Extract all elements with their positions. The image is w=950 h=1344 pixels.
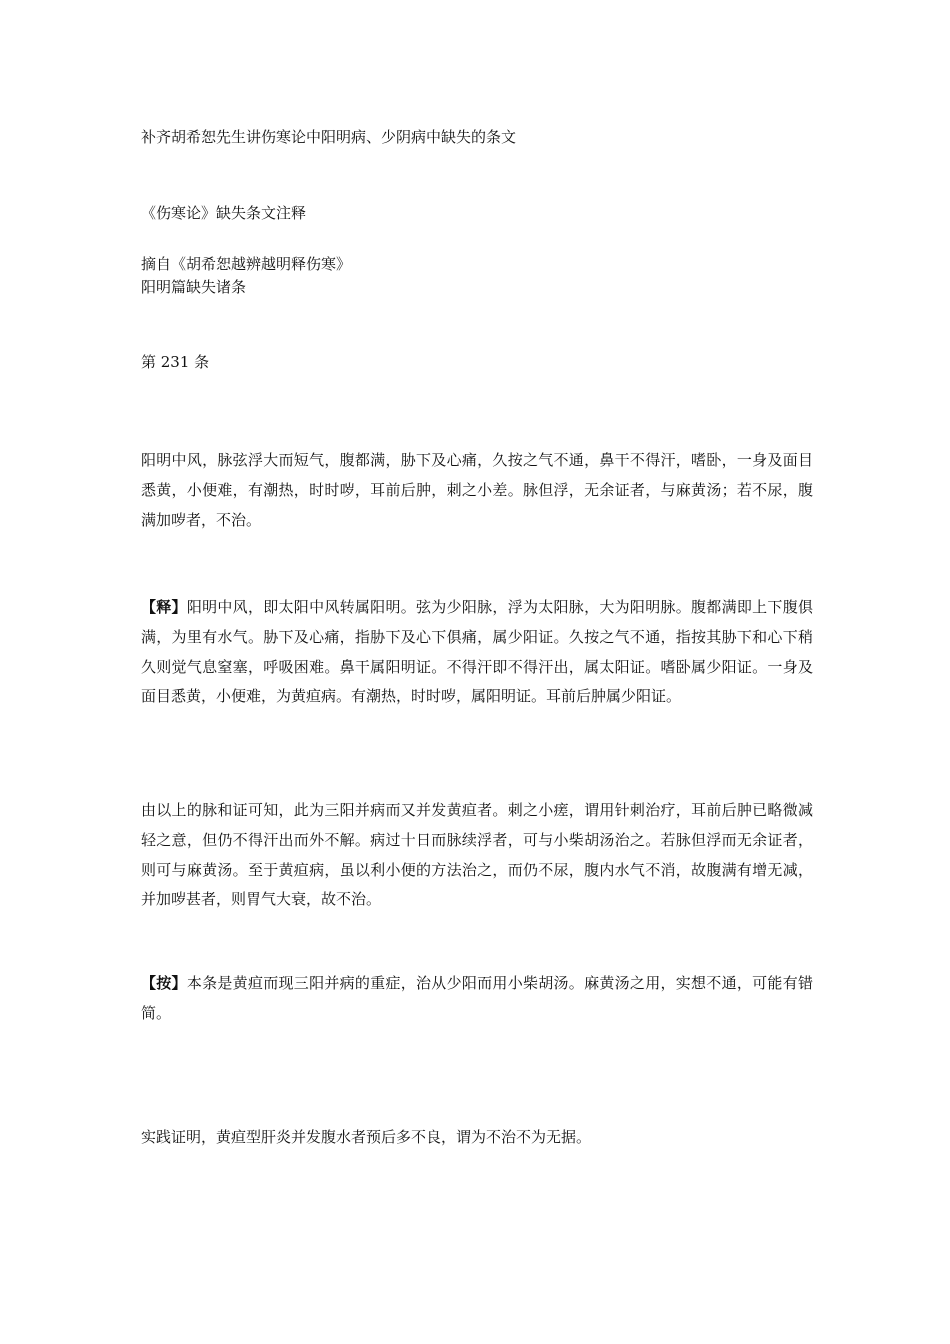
- source-line: 摘自《胡希恕越辨越明释伤寒》: [141, 255, 352, 273]
- explanation-paragraph: [141, 593, 813, 712]
- note-paragraph: [141, 969, 813, 1029]
- section-heading: 阳明篇缺失诸条: [141, 278, 247, 296]
- analysis-paragraph: 由以上的脉和证可知，此为三阳并病而又并发黄疸者。刺之小瘥，谓用针刺治疗，耳前后肿已略微减轻之意，但仍不得汗出而外不解。病过十日而脉续浮者，可与小柴胡汤治之。若脉但浮而无余证者，则可与麻黄汤。至于黄疸病，虽以利小便的方法治之，而仍不尿，腹内水气不消，故腹满有增无减，并加哕甚者，则胃气大衰，故不治。: [141, 801, 813, 909]
- document-subtitle: 《伤寒论》缺失条文注释: [141, 204, 307, 222]
- article-number: 第 231 条: [141, 353, 210, 371]
- clause-paragraph: 阳明中风，脉弦浮大而短气，腹都满，胁下及心痛，久按之气不通，鼻干不得汗，嗜卧，一身及面目悉黄，小便难，有潮热，时时哕，耳前后肿，刺之小差。脉但浮，无余证者，与麻黄汤；若不尿，腹满加哕者，不治。: [141, 451, 813, 529]
- note-tag: 【按】: [141, 974, 187, 992]
- explanation-tag: 【释】: [141, 598, 187, 616]
- practice-paragraph: 实践证明，黄疸型肝炎并发腹水者预后多不良，谓为不治不为无据。: [141, 1128, 592, 1146]
- note-text: 本条是黄疸而现三阳并病的重症，治从少阳而用小柴胡汤。麻黄汤之用，实想不通，可能有错简。: [141, 974, 813, 1022]
- document-title: 补齐胡希恕先生讲伤寒论中阳明病、少阴病中缺失的条文: [141, 128, 517, 146]
- explanation-text: 阳明中风，即太阳中风转属阳明。弦为少阳脉，浮为太阳脉，大为阳明脉。腹都满即上下腹俱满，为里有水气。胁下及心痛，指胁下及心下俱痛，属少阳证。久按之气不通，指按其胁下和心下稍久则觉气息窒塞，呼吸困难。鼻干属阳明证。不得汗即不得汗出，属太阳证。嗜卧属少阳证。一身及面目悉黄，小便难，为黄疸病。有潮热，时时哕，属阳明证。耳前后肿属少阳证。: [141, 598, 813, 706]
